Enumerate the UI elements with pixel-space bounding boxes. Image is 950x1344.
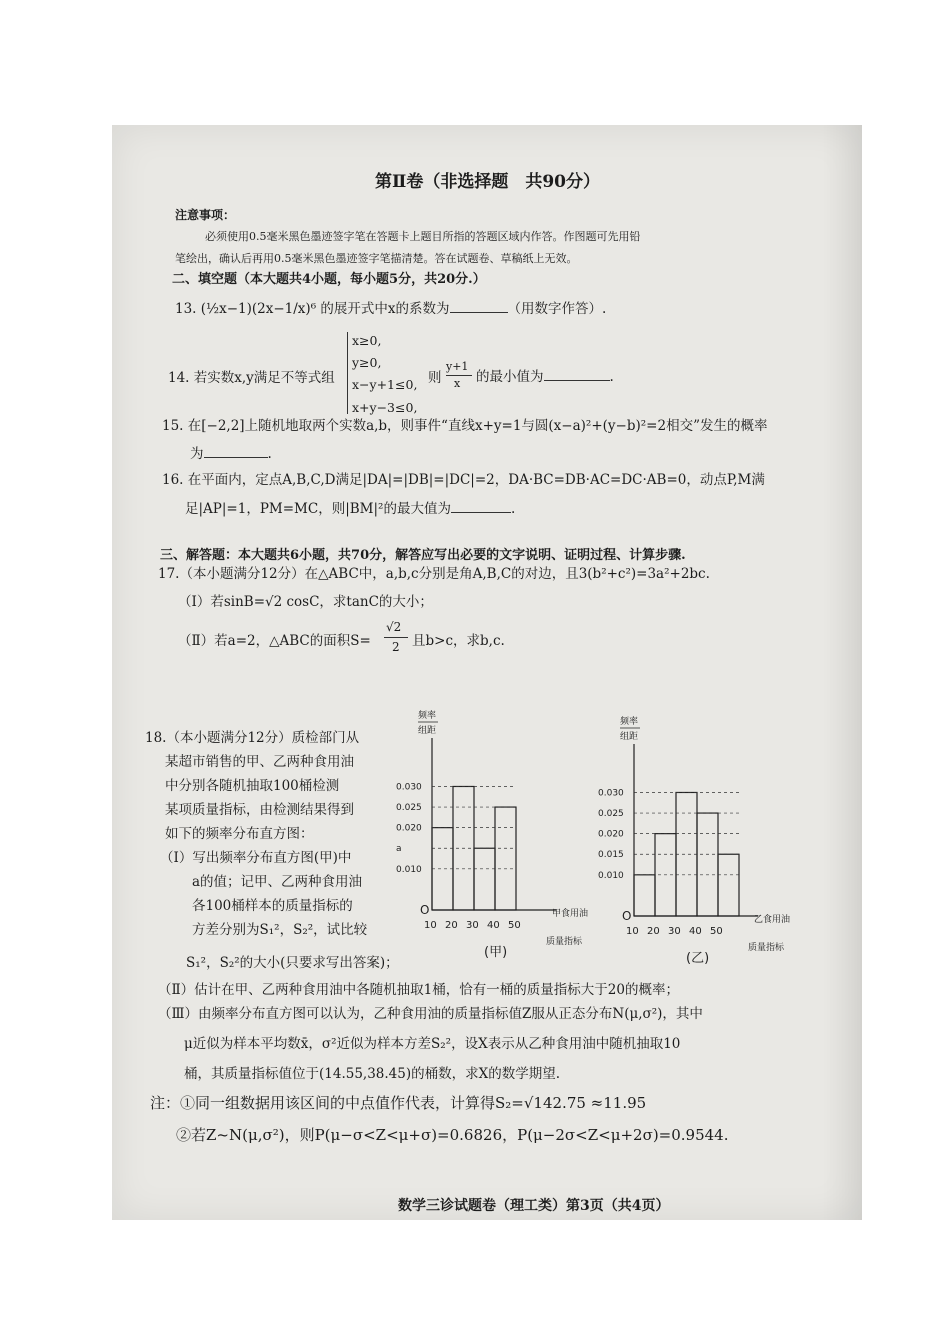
- exam-paper: [112, 125, 862, 1220]
- q18-line-1: 18.（本小题满分12分）质检部门从: [145, 730, 360, 746]
- q17-line-1: 17.（本小题满分12分）在△ABC中，a,b,c分别是角A,B,C的对边，且3(b²+c²)=3a²+2bc.: [158, 566, 710, 582]
- histogram-bar: [718, 854, 739, 916]
- q14-lead: 14. 若实数x,y满足不等式组: [168, 370, 335, 386]
- notice-line-2: 笔绘出，确认后再用0.5毫米黑色墨迹签字笔描清楚。答在试题卷、草稿纸上无效。: [175, 252, 578, 265]
- q18-line-3: 中分别各随机抽取100桶检测: [165, 778, 340, 794]
- y-tick-label: 0.010: [598, 870, 624, 881]
- q18-line-5: 如下的频率分布直方图：: [165, 826, 314, 842]
- y-tick-label: 0.030: [396, 782, 422, 793]
- q18-line-10: S₁²，S₂²的大小(只要求写出答案)；: [186, 955, 399, 971]
- q13-text: 13. (½x−1)(2x−1/x)⁶ 的展开式中x的系数为: [175, 301, 450, 317]
- q18-note-1: 注：①同一组数据用该区间的中点值作代表，计算得S₂=√142.75 ≈11.95: [150, 1094, 647, 1112]
- q14-tail: 的最小值为: [476, 369, 544, 385]
- y-tick-label: a: [396, 844, 402, 855]
- q14-cond-4: x+y−3≤0,: [352, 400, 418, 415]
- q14-frac-bar: [446, 375, 472, 376]
- q14-cond-1: x≥0,: [352, 333, 382, 348]
- question-14-tail: [476, 368, 614, 386]
- q14-then: 则: [428, 370, 442, 386]
- y-tick-label: 0.025: [598, 809, 624, 820]
- q17-frac-bar: [384, 637, 408, 638]
- q18-line-2: 某超市销售的甲、乙两种食用油: [165, 754, 354, 770]
- page-title: 第Ⅱ卷（非选择题 共90分）: [375, 172, 600, 192]
- x-tick-label: 50: [508, 920, 521, 931]
- x-label-line-1: 甲食用油: [552, 909, 589, 919]
- histogram-bar: [676, 792, 697, 916]
- y-tick-label: 0.010: [396, 864, 422, 875]
- notice-heading: 注意事项：: [175, 208, 236, 222]
- y-tick-label: 0.020: [598, 829, 624, 840]
- x-tick-label: 40: [487, 920, 500, 931]
- y-tick-label: 0.030: [598, 788, 624, 799]
- q17-frac-num: √2: [386, 620, 402, 634]
- y-label-top: 频率: [418, 711, 437, 721]
- y-label-bottom: 组距: [620, 732, 639, 742]
- histogram-bar: [697, 813, 718, 916]
- q18-part-3-line-2: μ近似为样本平均数x̄，σ²近似为样本方差S₂²，设X表示从乙种食用油中随机抽取10: [184, 1036, 681, 1052]
- x-label-line-2: 质量指标: [546, 937, 583, 947]
- histogram-yi: [592, 717, 822, 975]
- x-tick-label: 10: [424, 920, 437, 931]
- histogram-bar: [634, 875, 655, 916]
- q14-answer-blank[interactable]: [544, 368, 610, 381]
- q17-frac-den: 2: [392, 640, 400, 654]
- x-tick-label: 40: [689, 926, 702, 937]
- q18-line-9: 方差分别为S₁²，S₂²，试比较: [192, 922, 368, 938]
- histogram-bar: [474, 848, 495, 910]
- y-tick-label: 0.020: [396, 823, 422, 834]
- y-label-bottom: 组距: [418, 726, 437, 736]
- q18-line-6: （Ⅰ）写出频率分布直方图(甲)中: [160, 850, 352, 866]
- x-tick-label: 20: [445, 920, 458, 931]
- q18-part-3-line-1: （Ⅲ）由频率分布直方图可以认为，乙种食用油的质量指标值Z服从正态分布N(μ,σ²)，其中: [158, 1006, 703, 1022]
- y-tick-label: 0.015: [598, 850, 624, 861]
- chart-caption: (乙): [686, 951, 710, 966]
- origin-label: O: [622, 909, 632, 923]
- q16-answer-blank[interactable]: [451, 500, 511, 513]
- q15-answer-blank[interactable]: [204, 445, 268, 458]
- question-15-line-2: [190, 445, 272, 463]
- y-tick-label: 0.025: [396, 803, 422, 814]
- x-tick-label: 50: [710, 926, 723, 937]
- x-tick-label: 30: [466, 920, 479, 931]
- x-tick-label: 10: [626, 926, 639, 937]
- q18-note-2: ②若Z~N(μ,σ²)，则P(μ−σ<Z<μ+σ)=0.6826，P(μ−2σ<Z<μ+2σ)=0.9544.: [176, 1126, 729, 1144]
- q16-end: .: [510, 501, 516, 517]
- histogram-bar: [495, 807, 516, 910]
- q17-part-2b: 且b>c，求b,c.: [412, 633, 505, 649]
- x-tick-label: 30: [668, 926, 681, 937]
- q14-cond-2: y≥0,: [352, 355, 382, 370]
- q18-line-7: a的值；记甲、乙两种食用油: [192, 874, 363, 890]
- q16-line-2: 足|AP|=1，PM=MC，则|BM|²的最大值为: [185, 501, 451, 517]
- q18-line-8: 各100桶样本的质量指标的: [192, 898, 353, 914]
- q14-end: .: [609, 369, 614, 385]
- chart-caption: (甲): [484, 945, 508, 960]
- paper-edge: [822, 125, 862, 1220]
- question-13: [175, 300, 606, 318]
- x-label-line-1: 乙食用油: [754, 915, 791, 925]
- q18-line-4: 某项质量指标，由检测结果得到: [165, 802, 354, 818]
- section-3-heading: 三、解答题：本大题共6小题，共70分，解答应写出必要的文字说明、证明过程、计算步骤.: [160, 548, 686, 563]
- x-label-line-2: 质量指标: [748, 943, 785, 953]
- q15-line-1: 15. 在[−2,2]上随机地取两个实数a,b，则事件“直线x+y=1与圆(x−a)²+(y−b)²=2相交”发生的概率: [162, 418, 768, 434]
- q13-answer-blank[interactable]: [450, 300, 508, 313]
- q15-end: .: [267, 446, 272, 462]
- q18-part-2: （Ⅱ）估计在甲、乙两种食用油中各随机抽取1桶，恰有一桶的质量指标大于20的概率；: [158, 982, 679, 998]
- q14-cond-3: x−y+1≤0,: [352, 377, 418, 392]
- q14-frac-den: x: [454, 377, 461, 390]
- page-footer: 数学三诊试题卷（理工类）第3页（共4页）: [398, 1198, 670, 1214]
- notice-line-1: 必须使用0.5毫米黑色墨迹签字笔在答题卡上题目所指的答题区域内作答。作图题可先用铅: [205, 230, 641, 243]
- section-2-heading: 二、填空题（本大题共4小题，每小题5分，共20分.）: [172, 272, 486, 287]
- y-label-top: 频率: [620, 717, 639, 727]
- q13-tail: （用数字作答）.: [507, 301, 607, 317]
- q15-line-2: 为: [190, 446, 204, 462]
- q14-brace: [347, 332, 350, 414]
- question-16-line-2: [185, 500, 515, 518]
- q17-part-2a: （Ⅱ）若a=2，△ABC的面积S=: [178, 633, 371, 649]
- histogram-bar: [432, 828, 453, 910]
- q17-part-1: （Ⅰ）若sinB=√2 cosC，求tanC的大小；: [178, 594, 433, 610]
- q16-line-1: 16. 在平面内，定点A,B,C,D满足|DA|=|DB|=|DC|=2，DA·BC=DB·AC=DC·AB=0，动点P,M满: [162, 472, 765, 488]
- q14-frac-num: y+1: [446, 360, 469, 373]
- origin-label: O: [420, 903, 430, 917]
- x-tick-label: 20: [647, 926, 660, 937]
- q18-part-3-line-3: 桶，其质量指标值位于(14.55,38.45)的桶数，求X的数学期望.: [184, 1066, 561, 1082]
